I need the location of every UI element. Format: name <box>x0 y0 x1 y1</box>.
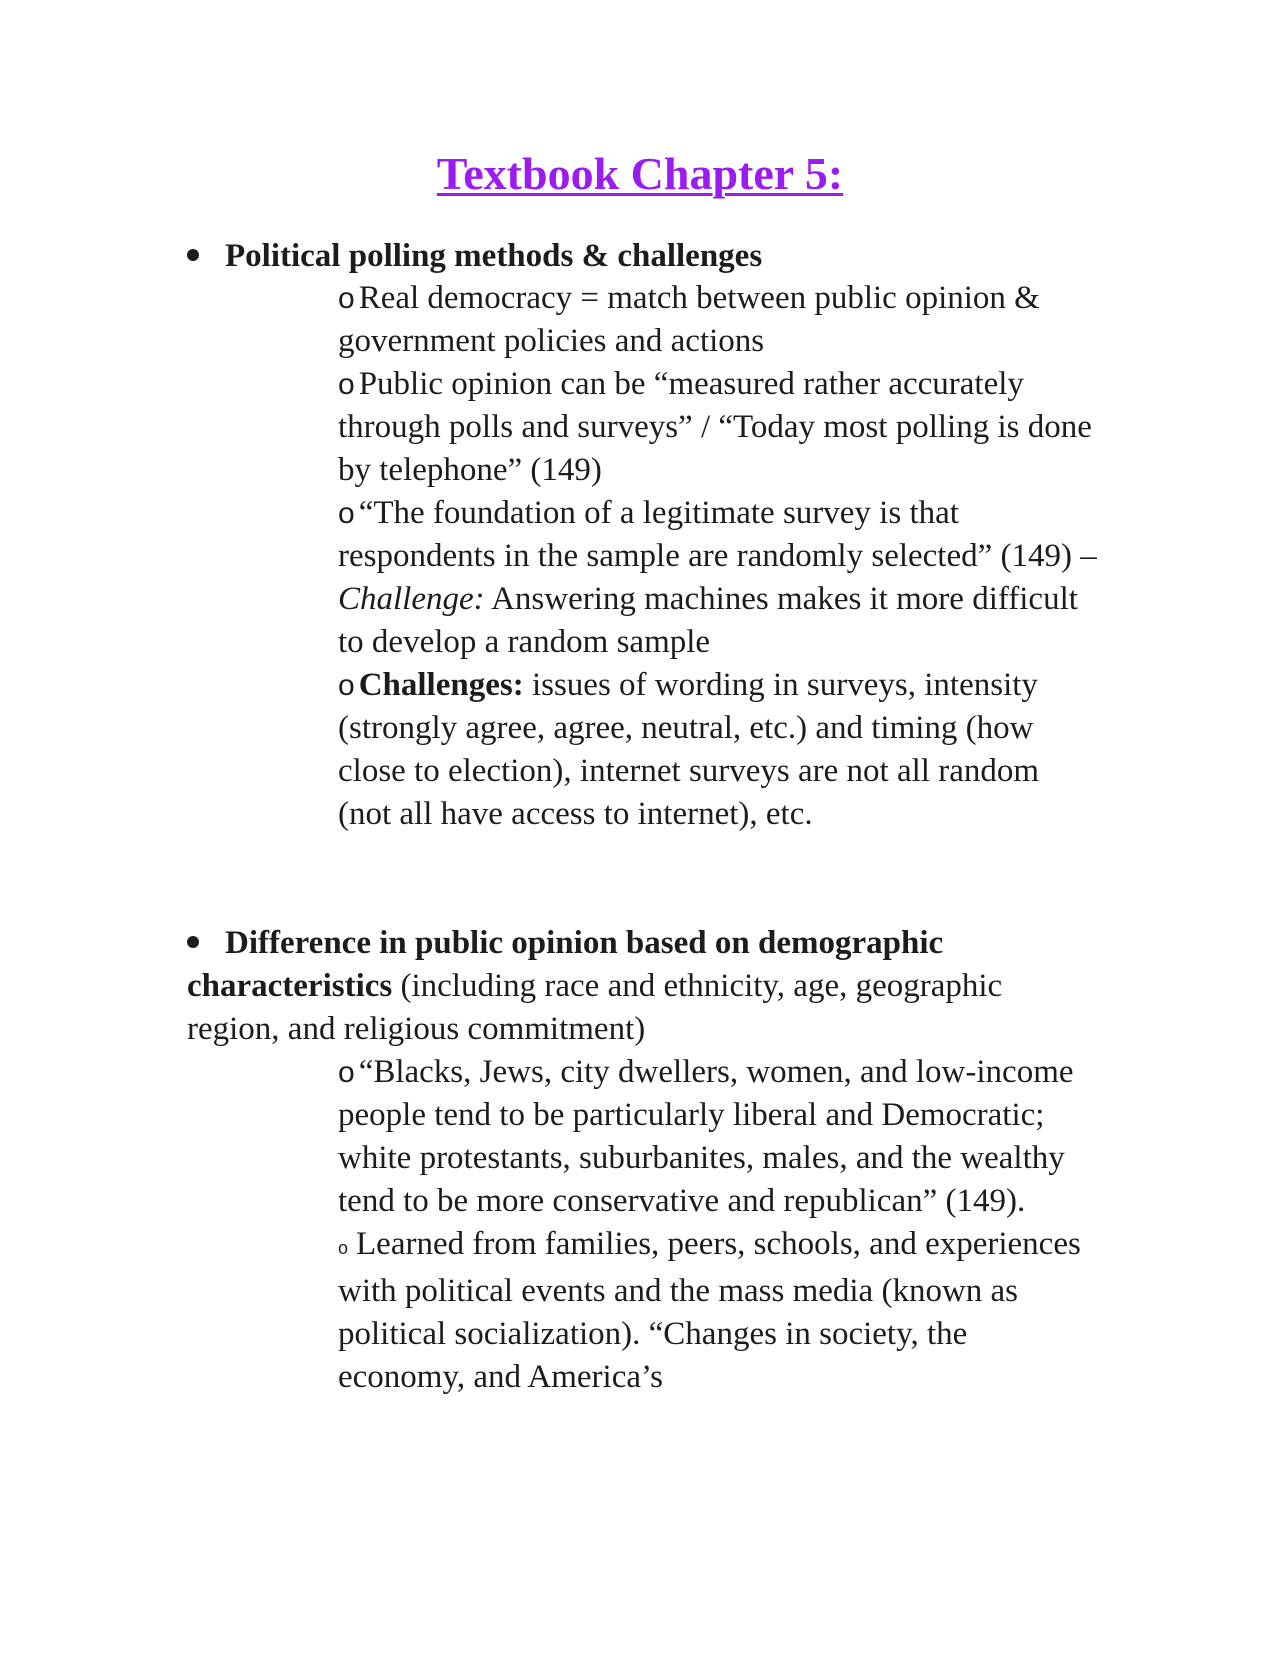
circle-bullet-icon: o <box>338 497 355 530</box>
section-1-list <box>338 277 1098 836</box>
section-1-heading <box>187 235 1087 278</box>
bullet-icon <box>187 922 225 965</box>
list-item: o Real democracy = match between public opinion & government policies and actions <box>338 280 1040 359</box>
bullet-icon <box>187 235 225 278</box>
circle-bullet-icon: o <box>338 282 355 315</box>
circle-bullet-icon: o <box>338 669 355 702</box>
list-item: o Learned from families, peers, schools, and experiences with political events and the mass media (known as political socialization). “Changes in society, the economy, and America’s <box>338 1226 1081 1395</box>
circle-bullet-icon: o <box>338 1238 349 1258</box>
page-title <box>0 146 1280 201</box>
list-item: o Challenges: issues of wording in surveys, intensity (strongly agree, agree, neutral, etc.) and timing (how close to election), internet surveys are not all random (not all have access to internet), etc. <box>338 667 1040 832</box>
section-2-list <box>338 1051 1098 1399</box>
list-item: o Public opinion can be “measured rather accurately through polls and surveys” / “Today most polling is done by telephone” (149) <box>338 366 1092 488</box>
section-1-title: Political polling methods & challenges <box>225 238 763 274</box>
section-2-title: Difference in public opinion based on demographic characteristics <box>187 925 944 1004</box>
circle-bullet-icon: o <box>338 368 355 401</box>
list-item: o “Blacks, Jews, city dwellers, women, and low-income people tend to be particularly liberal and Democratic; white protestants, suburbanites, males, and the wealthy tend to be more conservative and republican” (149). <box>338 1054 1074 1219</box>
section-2-heading: Difference in public opinion based on demographic characteristics (including race and ethnicity, age, geographic region, and religious commitment) <box>187 922 1087 1051</box>
list-item: o “The foundation of a legitimate survey is that respondents in the sample are randomly selected” (149) – Challenge: Answering machines makes it more difficult to develop a random sample <box>338 495 1097 660</box>
circle-bullet-icon: o <box>338 1056 355 1089</box>
page-title-text: Textbook Chapter 5: <box>436 148 844 199</box>
